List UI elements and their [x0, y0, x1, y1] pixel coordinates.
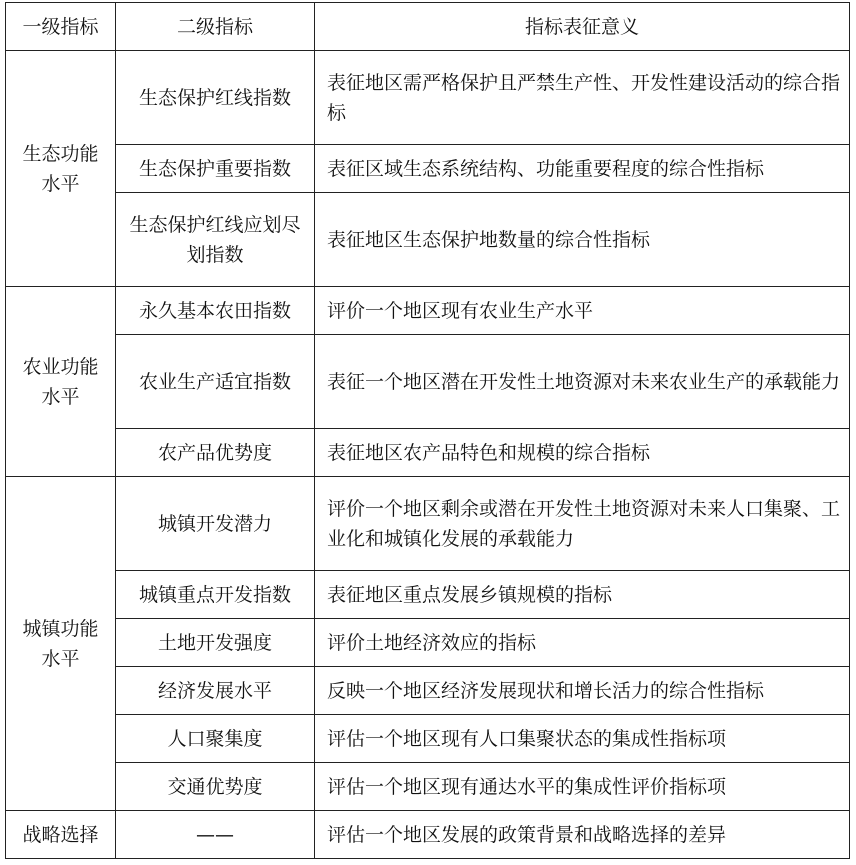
- meaning-cell: 评价土地经济效应的指标: [315, 619, 850, 667]
- level1-cell: 农业功能水平: [6, 287, 116, 477]
- table-row: [6, 811, 850, 859]
- level2-cell: 永久基本农田指数: [116, 287, 315, 335]
- meaning-cell: 表征地区重点发展乡镇规模的指标: [315, 571, 850, 619]
- level2-cell: 生态保护红线应划尽划指数: [116, 193, 315, 287]
- level2-cell: 土地开发强度: [116, 619, 315, 667]
- meaning-cell: 评价一个地区剩余或潜在开发性土地资源对未来人口集聚、工业化和城镇化发展的承载能力: [315, 477, 850, 571]
- table-row: [6, 51, 850, 145]
- meaning-cell: 表征地区生态保护地数量的综合性指标: [315, 193, 850, 287]
- level2-cell: 经济发展水平: [116, 667, 315, 715]
- level1-cell: 城镇功能水平: [6, 477, 116, 811]
- level2-cell: ——: [116, 811, 315, 859]
- table-row: [6, 335, 850, 429]
- meaning-cell: 表征一个地区潜在开发性土地资源对未来农业生产的承载能力: [315, 335, 850, 429]
- table-row: [6, 287, 850, 335]
- table-row: [6, 763, 850, 811]
- table-row: [6, 193, 850, 287]
- level1-cell: 生态功能水平: [6, 51, 116, 287]
- table-row: [6, 619, 850, 667]
- table-header-row: [6, 3, 850, 51]
- level2-cell: 人口聚集度: [116, 715, 315, 763]
- meaning-cell: 表征地区需严格保护且严禁生产性、开发性建设活动的综合指标: [315, 51, 850, 145]
- level2-cell: 农业生产适宜指数: [116, 335, 315, 429]
- level2-cell: 城镇开发潜力: [116, 477, 315, 571]
- meaning-cell: 评价一个地区现有农业生产水平: [315, 287, 850, 335]
- indicator-table: [5, 2, 850, 859]
- level1-cell: 战略选择: [6, 811, 116, 859]
- meaning-cell: 评估一个地区现有人口集聚状态的集成性指标项: [315, 715, 850, 763]
- table-row: [6, 667, 850, 715]
- level2-cell: 生态保护重要指数: [116, 145, 315, 193]
- meaning-cell: 反映一个地区经济发展现状和增长活力的综合性指标: [315, 667, 850, 715]
- meaning-cell: 表征地区农产品特色和规模的综合指标: [315, 429, 850, 477]
- level2-cell: 城镇重点开发指数: [116, 571, 315, 619]
- indicator-table-container: [5, 2, 850, 859]
- level2-cell: 交通优势度: [116, 763, 315, 811]
- meaning-cell: 评估一个地区现有通达水平的集成性评价指标项: [315, 763, 850, 811]
- table-row: [6, 477, 850, 571]
- meaning-cell: 评估一个地区发展的政策背景和战略选择的差异: [315, 811, 850, 859]
- header-level2: 二级指标: [116, 3, 315, 51]
- table-row: [6, 429, 850, 477]
- table-row: [6, 715, 850, 763]
- level2-cell: 生态保护红线指数: [116, 51, 315, 145]
- table-row: [6, 145, 850, 193]
- table-row: [6, 571, 850, 619]
- meaning-cell: 表征区域生态系统结构、功能重要程度的综合性指标: [315, 145, 850, 193]
- header-meaning: 指标表征意义: [315, 3, 850, 51]
- level2-cell: 农产品优势度: [116, 429, 315, 477]
- header-level1: 一级指标: [6, 3, 116, 51]
